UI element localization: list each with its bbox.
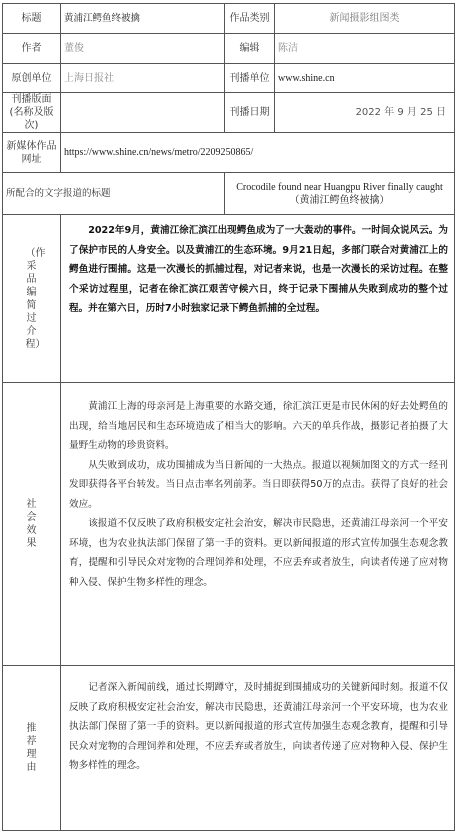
row-report-title [3,173,455,215]
nomination-form-table [2,3,455,831]
title-value: 黄浦江鳄鱼终被擒 [61,4,225,34]
unit-value: 上海日报社 [61,64,225,93]
row-pub [3,93,455,133]
pub-date-label: 刊播日期 [225,93,275,133]
editor-label: 编辑 [225,34,275,64]
pub-section-label: 刊播版面(名称及版次) [3,93,61,133]
unit-label: 原创单位 [3,64,61,93]
media-url-label: 新媒体作品网址 [3,133,61,173]
reason-content [61,666,455,831]
pub-date-value: 2022 年 9 月 25 日 [275,93,455,133]
category-value: 新闻摄影组图类 [275,4,455,34]
category-label: 作品类别 [225,4,275,34]
effect-content [61,383,455,666]
row-author [3,34,455,64]
report-title-value [225,173,455,215]
effect-paragraph-1: 黄浦江上海的母亲河是上海重要的水路交通，徐汇滨江更是市民休闲的好去处鳄鱼的出现，给当地居民和生态环境造成了相当大的影响。六天的单兵作战，摄影记者拍摄了大量野生动物的珍贵资料。 [69,401,448,451]
row-media-url [3,133,455,173]
title-label: 标题 [3,4,61,34]
row-unit [3,64,455,93]
pub-unit-value: www.shine.cn [275,64,455,93]
report-title-cn: （黄浦江鳄鱼终被擒） [289,194,390,206]
row-title [3,4,455,34]
row-intro [3,215,455,383]
effect-label-text: 社会效果 [26,499,37,549]
intro-text: 2022年9月，黄浦江徐汇滨江出现鳄鱼成为了一大轰动的事件。一时间众说风云。为了保护市民的人身安全。以及黄浦江的生态环境。9月21日起，多部门联合对黄浦江上的鳄鱼进行围捕。这是一次漫长的抓捕过程，对记者来说，也是一次漫长的采访过程。在整个采访过程里，记者在徐汇滨江艰苦守候六日，终于记录下围捕从失败到成功的整个过程。并在第六日，历时7小时独家记录下鳄鱼抓捕的全过程。 [69,225,448,314]
report-title-label: 所配合的文字报道的标题 [3,173,225,215]
intro-label [3,215,61,383]
media-url-value: https://www.shine.cn/news/metro/2209250865/ [61,133,455,173]
author-label: 作者 [3,34,61,64]
author-value: 董俊 [61,34,225,64]
effect-label [3,383,61,666]
report-title-en: Crocodile found near Huangpu River finally caught [236,181,443,193]
row-reason [3,666,455,831]
reason-label [3,666,61,831]
editor-value: 陈洁 [275,34,455,64]
effect-paragraph-3: 该报道不仅反映了政府积极安定社会治安，解决市民隐患，还黄浦江母亲河一个平安环境，也为农业执法部门保留了第一手的资料。更以新闻报道的形式宣传加强生态观念教育，提醒和引导民众对宠物的合理饲养和处理，不应丢弃或者放生，向读者传递了应对物种入侵、保护生物多样性的理念。 [69,518,448,588]
reason-label-text: 推荐理由 [26,723,37,773]
effect-paragraph-2: 从失败到成功，成功围捕成为当日新闻的一大热点。报道以视频加图文的方式一经刊发即获得各平台转发。当日点击率名列前茅。当日即获得50万的点击。获得了良好的社会效应。 [69,459,448,510]
intro-content [61,215,455,383]
intro-label-text: （作采品编简过介程） [25,247,46,350]
pub-unit-label: 刊播单位 [225,64,275,93]
pub-section-value [61,93,225,133]
row-effect [3,383,455,666]
reason-text: 记者深入新闻前线，通过长期蹲守，及时捕捉到围捕成功的关键新闻时刻。报道不仅反映了政府积极安定社会治安，解决市民隐患，还黄浦江母亲河一个平安环境，也为农业执法部门保留了第一手的资料。更以新闻报道的形式宣传加强生态观念教育，提醒和引导民众对宠物的合理饲养和处理，不应丢弃或者放生，向读者传递了应对物种入侵、保护生物多样性的理念。 [69,682,448,771]
